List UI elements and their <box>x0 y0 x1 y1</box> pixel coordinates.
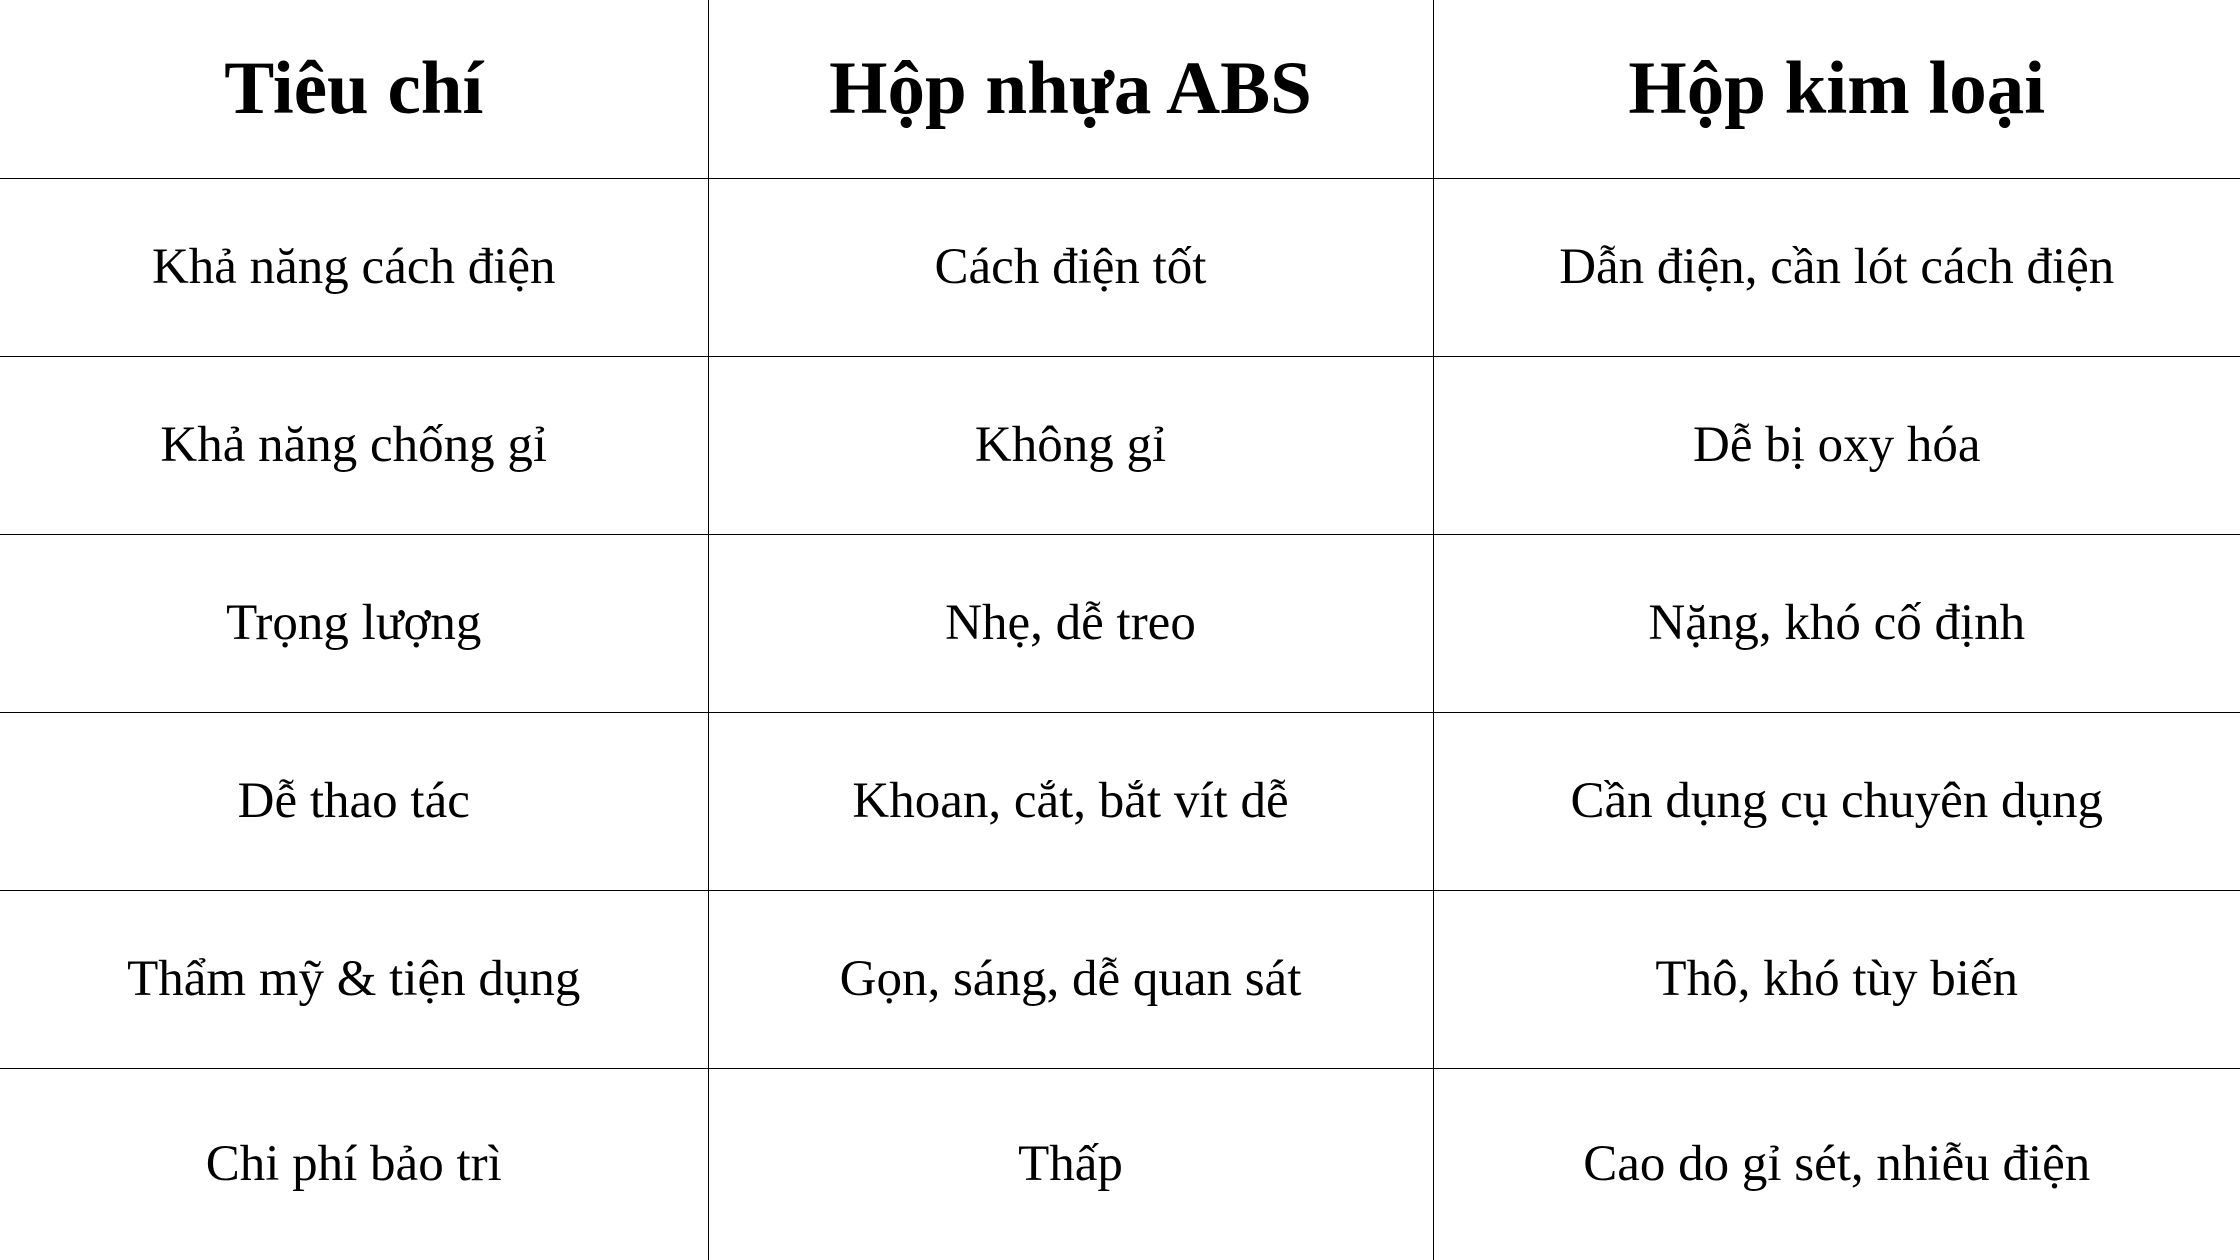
criteria-cell: Dễ thao tác <box>0 712 708 890</box>
metal-cell: Dẫn điện, cần lót cách điện <box>1433 178 2240 356</box>
metal-cell: Nặng, khó cố định <box>1433 534 2240 712</box>
criteria-cell: Khả năng cách điện <box>0 178 708 356</box>
table-row <box>0 178 2240 356</box>
metal-cell: Cao do gỉ sét, nhiễu điện <box>1433 1068 2240 1260</box>
criteria-cell: Khả năng chống gỉ <box>0 356 708 534</box>
table-row <box>0 534 2240 712</box>
metal-cell: Dễ bị oxy hóa <box>1433 356 2240 534</box>
header-abs-box: Hộp nhựa ABS <box>708 0 1433 178</box>
abs-cell: Cách điện tốt <box>708 178 1433 356</box>
table-row <box>0 1068 2240 1260</box>
table-row <box>0 890 2240 1068</box>
header-metal-box: Hộp kim loại <box>1433 0 2240 178</box>
abs-cell: Không gỉ <box>708 356 1433 534</box>
abs-cell: Nhẹ, dễ treo <box>708 534 1433 712</box>
metal-cell: Cần dụng cụ chuyên dụng <box>1433 712 2240 890</box>
table-row <box>0 712 2240 890</box>
abs-cell: Gọn, sáng, dễ quan sát <box>708 890 1433 1068</box>
metal-cell: Thô, khó tùy biến <box>1433 890 2240 1068</box>
criteria-cell: Chi phí bảo trì <box>0 1068 708 1260</box>
abs-cell: Thấp <box>708 1068 1433 1260</box>
criteria-cell: Thẩm mỹ & tiện dụng <box>0 890 708 1068</box>
table-row <box>0 356 2240 534</box>
header-criteria: Tiêu chí <box>0 0 708 178</box>
abs-cell: Khoan, cắt, bắt vít dễ <box>708 712 1433 890</box>
criteria-cell: Trọng lượng <box>0 534 708 712</box>
table-header-row <box>0 0 2240 178</box>
